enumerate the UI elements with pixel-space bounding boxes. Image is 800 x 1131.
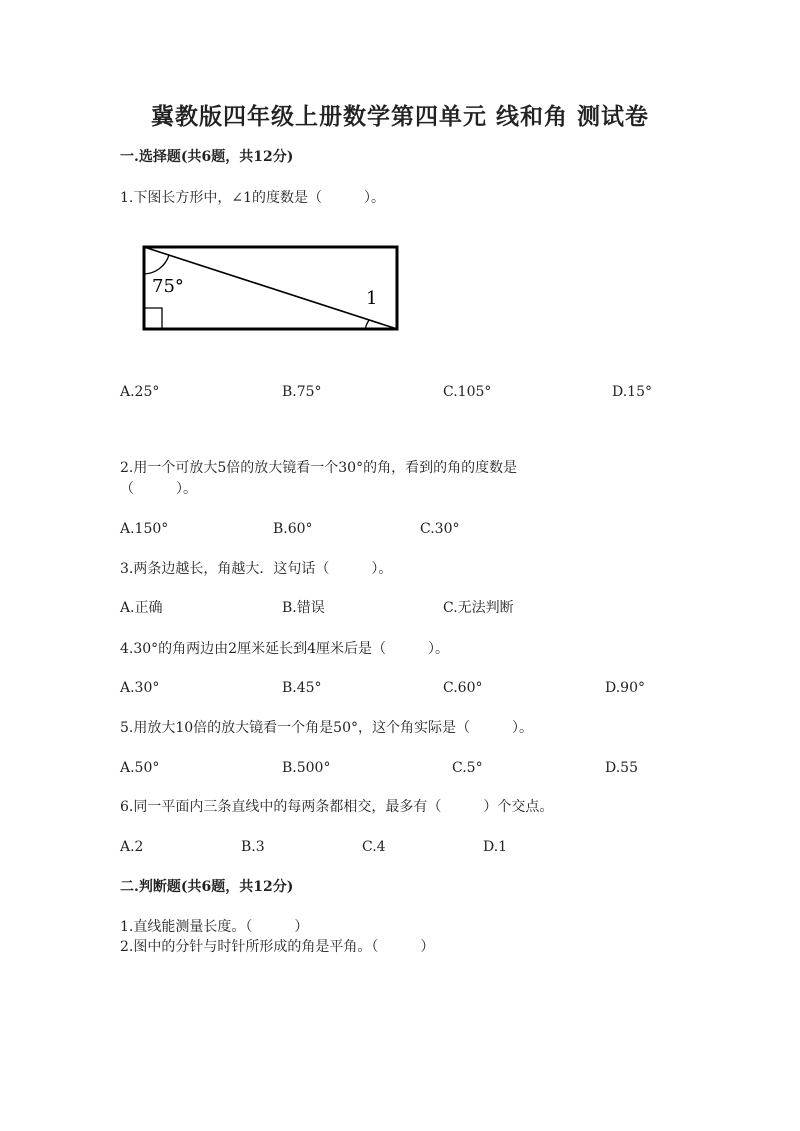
question-5-stem: 5.用放大10倍的放大镜看一个角是50°，这个角实际是（ ）。 [120,720,533,736]
q5-option-c[interactable]: C.5° [452,760,483,776]
section-heading-choice: 一.选择题(共6题，共12分) [120,149,294,165]
q5-option-b[interactable]: B.500° [282,760,331,776]
q1-option-d[interactable]: D.15° [612,384,652,400]
q3-option-a[interactable]: A.正确 [120,600,163,616]
question-4-stem: 4.30°的角两边由2厘米延长到4厘米后是（ ）。 [120,641,449,657]
q1-option-c[interactable]: C.105° [443,384,492,400]
q5-option-d[interactable]: D.55 [605,760,638,776]
judgement-item-2: 2.图中的分针与时针所形成的角是平角。（ ） [120,939,435,955]
question-6-stem: 6.同一平面内三条直线中的每两条都相交，最多有（ ）个交点。 [120,799,554,815]
q4-option-d[interactable]: D.90° [605,680,645,696]
q2-option-c[interactable]: C.30° [420,521,460,537]
q5-option-a[interactable]: A.50° [120,760,160,776]
q6-option-b[interactable]: B.3 [241,839,265,855]
q2-option-a[interactable]: A.150° [120,521,169,537]
angle-arc-75 [144,255,169,274]
q4-option-c[interactable]: C.60° [443,680,483,696]
rectangle-angle-figure [141,244,401,334]
q6-option-c[interactable]: C.4 [362,839,386,855]
angle-75-label: 75° [152,276,184,297]
question-1-stem: 1.下图长方形中，∠1的度数是（ ）。 [120,190,385,206]
angle-1-label: 1 [366,288,378,309]
right-angle-mark [144,308,162,329]
q4-option-b[interactable]: B.45° [282,680,322,696]
question-2-stem-cont: （ ）。 [120,481,197,497]
judgement-item-1: 1.直线能测量长度。（ ） [120,919,309,935]
question-3-stem: 3.两条边越长，角越大．这句话（ ）。 [120,561,393,577]
q2-option-b[interactable]: B.60° [273,521,313,537]
q1-option-b[interactable]: B.75° [282,384,322,400]
q4-option-a[interactable]: A.30° [120,680,160,696]
section-heading-judgement: 二.判断题(共6题，共12分) [120,879,294,895]
q6-option-d[interactable]: D.1 [483,839,508,855]
q6-option-a[interactable]: A.2 [120,839,144,855]
q3-option-b[interactable]: B.错误 [282,600,325,616]
q3-option-c[interactable]: C.无法判断 [443,600,514,616]
q1-option-a[interactable]: A.25° [120,384,160,400]
question-2-stem: 2.用一个可放大5倍的放大镜看一个30°的角，看到的角的度数是 [120,460,518,476]
page-title: 冀教版四年级上册数学第四单元 线和角 测试卷 [150,103,649,130]
